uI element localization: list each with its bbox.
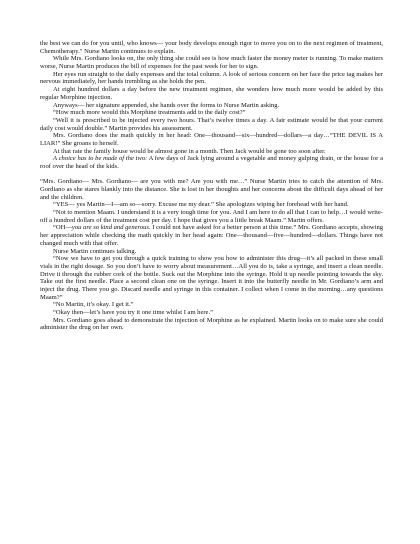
- paragraph: [40, 255, 383, 301]
- text-run: “OH—: [53, 224, 72, 232]
- paragraph: [40, 55, 383, 70]
- paragraph: [40, 309, 383, 317]
- paragraph: [40, 178, 383, 201]
- text-run: Anyways— her signature appended, she hands over the forms to Nurse Martin asking.: [53, 101, 280, 109]
- document-page: [40, 40, 383, 332]
- paragraph: [40, 301, 383, 309]
- italic-text-run: you are so kind and generous.: [71, 224, 151, 232]
- paragraph: [40, 102, 383, 110]
- text-run: “No Martin, it’s okay. I get it.”: [53, 301, 134, 309]
- text-run: A few days of Jack lying around a vegetable and money gulping drain, or the house for a roof over the head of the kids.: [40, 155, 384, 170]
- paragraph: [40, 209, 383, 224]
- text-run: At eight hundred dollars a day before the new treatment regimen, she wonders how much more would be added by this regular Morphine injection.: [40, 86, 383, 101]
- paragraph: [40, 148, 383, 156]
- paragraph: [40, 248, 383, 256]
- text-run: I could not have asked for a better person at this time.” Mrs. Gordiano accepts, showing her appreciation while checking the math quickly in her head again: One—thousand—five—hundred—dollars. Things have not changed much with that offer.: [40, 224, 383, 247]
- text-run: “Mrs. Gordiano— Mrs. Gordiano— are you with me? Are you with me…” Nurse Martin tries to catch the attention of Mrs. Gordiano as she stares blankly into the distance. She is lost in her thoughts and her concerns about the difficult days ahead of her and the children.: [40, 178, 383, 201]
- text-run: At that rate the family house would be almost gone in a month. Then Jack would be gone too soon after.: [53, 147, 326, 155]
- text-run: Mrs. Gordiano does the math quickly in her head: One—thousand—six—hundred—dollars—a day…“THE DEVIL IS A LIAR!” She groans to herself.: [40, 132, 383, 147]
- text-run: “Well it is prescribed to be injected every two hours. That’s twelve times a day. A fair estimate would be that your current daily cost would double.” Martin provides his assessment.: [40, 116, 383, 132]
- paragraph: [40, 109, 383, 117]
- text-run: “Not to mention Maam. I understand it is a very tough time for you. And I am here to do all that I can to help…I would write-off a hundred dollars of the treatment cost per day. I hope that gives you a little break Maam.” Martin offers.: [40, 209, 383, 224]
- paragraph: [40, 132, 383, 147]
- italic-text-run: A choice has to be made of the two:: [53, 155, 148, 163]
- text-run: “Okay then—let’s have you try it one time whilst I am here.”: [53, 309, 213, 317]
- paragraph: [40, 155, 383, 170]
- text-run: While Mrs. Gordiano looks on, the only thing she could see is how much faster the money meter is running. To make matters worse, Nurse Martin produces the bill of expenses for the past week for her to sign.: [40, 55, 383, 71]
- paragraph: [40, 224, 383, 247]
- paragraph: [40, 317, 383, 332]
- paragraph: [40, 71, 383, 86]
- paragraph: [40, 201, 383, 209]
- text-run: “Now we have to get you through a quick training to show you how to administer this drug—it’s all packed in these small vials in the right dosage. So you don’t have to worry about measurement…All you do is, take a syringe, and insert a clean needle. Drive it through the rubber cork of the bottle. Suck out the Morphine into the syringe. Hold it up needle pointing towards the sky. Take out the first needle. Place a second clean one on the syringe. Insert it into the butterfly needle in Mr. Gordiano’s arm and inject the drug. There you go. Discard needle and syringe in this container. I collect when I come in the morning…any questions Maam?”: [40, 255, 383, 301]
- text-run: the best we can do for you until, who knows— your body develops enough rigor to move you on to the next regimen of treatment, Chemotherapy." Nurse Martin continues to explain.: [40, 40, 383, 55]
- paragraph: [40, 86, 383, 101]
- paragraph: [40, 117, 383, 132]
- text-run: “YES— yes Martin—I—am so—sorry. Excuse me my dear.” She apologizes wiping her forehead with her hand.: [53, 201, 349, 209]
- paragraph: [40, 40, 383, 55]
- text-run: “How much more would this Morphine treatments add to the daily cost?”: [53, 109, 246, 117]
- text-run: Mrs. Gordiano goes ahead to demonstrate the injection of Morphine as he explained. Martin looks on to make sure she could administer the drug on her own.: [40, 316, 383, 332]
- text-run: Her eyes run straight to the daily expenses and the total column. A look of serious concern on her face the price tag makes her nervous immediately, her hands trembling as she holds the pen.: [40, 70, 383, 86]
- text-run: Nurse Martin continues talking.: [53, 247, 137, 255]
